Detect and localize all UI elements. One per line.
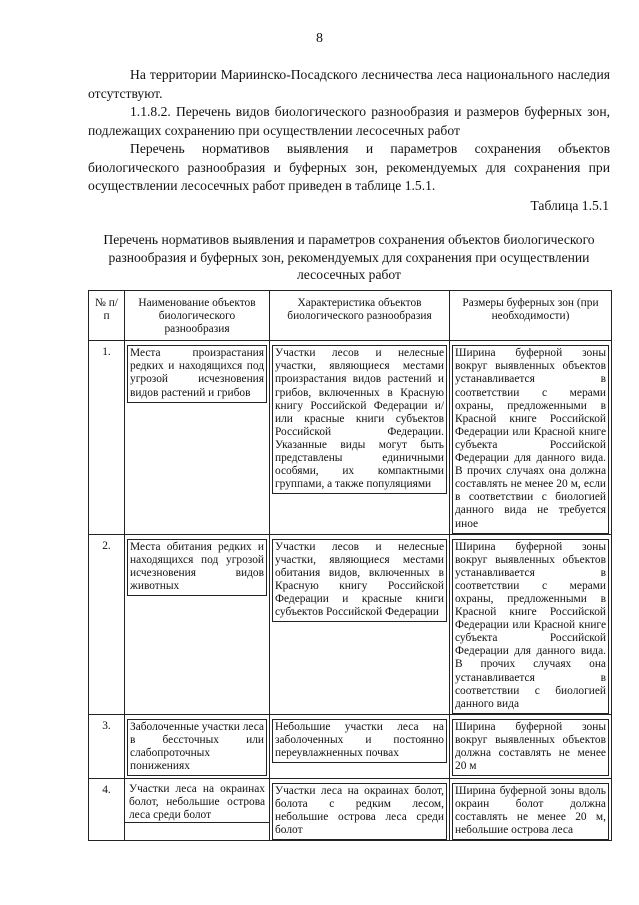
row-name <box>125 778 270 840</box>
cell-box: Ширина буферной зоны вокруг выявленных объектов устанавливается в соответствии с мерами охраны, предложенными в Красной книге Российской Федерации или Красной книге субъекта Российской Федерации для данного вида. В прочих случаях она должна составлять не менее 20 м, если в соответствии с биологией данного вида не требуется иное <box>452 345 609 533</box>
table-row <box>89 778 612 840</box>
cell-box: Ширина буферной зоны вокруг выявленных объектов должна составлять не менее 20 м <box>452 719 609 776</box>
table-header-row <box>89 291 612 341</box>
row-characteristic <box>270 778 450 840</box>
page-number: 8 <box>316 31 323 46</box>
header-name: Наименование объектов биологического разнообразия <box>125 291 270 341</box>
row-buffer-size <box>450 778 612 840</box>
header-buffer-size: Размеры буферных зон (при необходимости) <box>450 291 612 341</box>
row-name <box>125 341 270 534</box>
row-num: 2. <box>89 534 125 714</box>
row-characteristic <box>270 341 450 534</box>
row-num: 3. <box>89 714 125 778</box>
row-characteristic <box>270 534 450 714</box>
cell-box: Участки леса на окраинах болот, небольшие острова леса среди болот <box>129 782 265 821</box>
row-buffer-size <box>450 534 612 714</box>
row-characteristic <box>270 714 450 778</box>
table-row <box>89 341 612 534</box>
table-label: Таблица 1.5.1 <box>530 198 609 213</box>
cell-box: Участки лесов и нелесные участки, являющиеся местами обитания видов, включенных в Красную книгу Российской Федерации и красные книги субъектов Российской Федерации <box>272 539 447 623</box>
cell-box: Места произрастания редких и находящихся под угрозой исчезновения видов растений и грибов <box>127 345 267 402</box>
table-row <box>89 534 612 714</box>
header-characteristic: Характеристика объектов биологического разнообразия <box>270 291 450 341</box>
biodiversity-table <box>88 290 612 841</box>
row-name <box>125 534 270 714</box>
table-caption: Перечень нормативов выявления и параметров сохранения объектов биологического разнообразия и буферных зон, рекомендуемых для сохранения при осуществлении лесосечных работ <box>103 232 595 282</box>
row-buffer-size <box>450 341 612 534</box>
body-text <box>88 66 610 196</box>
row-num: 1. <box>89 341 125 534</box>
cell-box: Места обитания редких и находящихся под угрозой исчезновения видов животных <box>127 539 267 596</box>
cell-box: Ширина буферной зоны вокруг выявленных объектов устанавливается в соответствии с мерами охраны, предложенными в Красной книге Российской Федерации или Красной книге субъекта Российской Федерации для данного вида. В прочих случаях она устанавливается в соответствии с биологией данного вида <box>452 539 609 714</box>
paragraph: Перечень нормативов выявления и параметров сохранения объектов биологического разнообразия и буферных зон, рекомендуемых для сохранения при осуществлении лесосечных работ приведен в таблице 1.5.1. <box>88 141 610 193</box>
table-row <box>89 714 612 778</box>
paragraph: На территории Мариинско-Посадского лесничества леса национального наследия отсутствуют. <box>88 67 610 101</box>
row-buffer-size <box>450 714 612 778</box>
row-num: 4. <box>89 778 125 840</box>
cell-box: Ширина буферной зоны вдоль окраин болот должна составлять не менее 20 м, небольшие острова леса <box>452 783 609 840</box>
cell-box: Участки лесов и нелесные участки, являющиеся местами произрастания видов растений и грибов, включенных в Красную книгу Российской Федерации и/или красные книги субъектов Российской Федерации. Указанные виды могут быть представлены единичными особями, их компактными группами, а также популяциями <box>272 345 447 494</box>
cell-box: Участки леса на окраинах болот, болота с редким лесом, небольшие острова леса среди болот <box>272 783 447 840</box>
header-num: № п/п <box>89 291 125 341</box>
cell-box: Небольшие участки леса на заболоченных и постоянно переувлажненных почвах <box>272 719 447 763</box>
paragraph: 1.1.8.2. Перечень видов биологического разнообразия и размеров буферных зон, подлежащих сохранению при осуществлении лесосечных работ <box>88 104 610 138</box>
row-name <box>125 714 270 778</box>
cell-box: Заболоченные участки леса в бессточных или слабопроточных понижениях <box>127 719 267 776</box>
